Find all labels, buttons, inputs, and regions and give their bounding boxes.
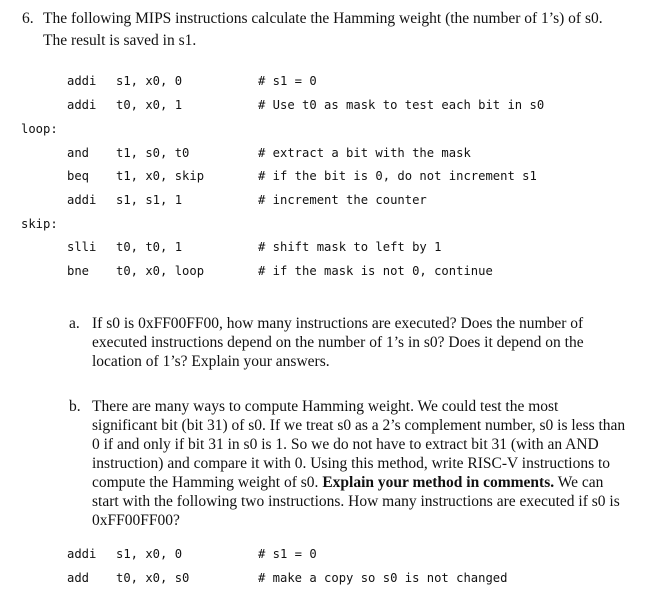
part-b-line-5-text: compute the Hamming weight of s0. [92,474,323,491]
code-comment: # shift mask to left by 1 [258,240,442,254]
code-opcode: slli [67,240,97,254]
code-operands: t0, t0, 1 [116,240,183,254]
question-text-line-2: The result is saved in s1. [43,32,197,49]
code-label-skip: skip: [21,217,58,231]
part-b-line-2: significant bit (bit 31) of s0. If we treat s0 as a 2’s complement number, s0 is less than [92,417,626,434]
code-comment: # extract a bit with the mask [258,146,471,160]
part-b-line-7: 0xFF00FF00? [92,512,180,529]
code-operands: t1, s0, t0 [116,146,190,160]
code-operands: s1, x0, 0 [116,547,183,561]
part-a-line-1: If s0 is 0xFF00FF00, how many instructions are executed? Does the number of [92,315,584,332]
part-b-line-4: instruction) and compare it with 0. Using this method, write RISC-V instructions to [92,455,611,472]
code-comment: # make a copy so s0 is not changed [258,571,508,585]
code-opcode: and [67,146,90,160]
code-comment: # s1 = 0 [258,74,317,88]
code-comment: # s1 = 0 [258,547,317,561]
code-operands: t0, x0, loop [116,264,205,278]
part-a-line-2: executed instructions depend on the number of 1’s in s0? Does it depend on the [92,334,584,351]
code-opcode: add [67,571,90,585]
code-opcode: beq [67,169,90,183]
part-b-line-5 [92,473,603,492]
part-b-line-5-tail: We can [554,474,604,491]
code-operands: t0, x0, s0 [116,571,190,585]
code-comment: # Use t0 as mask to test each bit in s0 [258,98,545,112]
code-comment: # increment the counter [258,193,427,207]
code-label-loop: loop: [21,122,58,136]
code-operands: t1, x0, skip [116,169,205,183]
code-opcode: addi [67,74,97,88]
part-b-line-3: 0 if and only if bit 31 in s0 is 1. So we do not have to extract bit 31 (with an AND [92,436,599,453]
code-opcode: addi [67,547,97,561]
part-b-letter: b. [69,398,81,415]
part-b-line-6: start with the following two instructions. How many instructions are executed if s0 is [92,493,620,510]
code-operands: s1, s1, 1 [116,193,183,207]
part-a-line-3: location of 1’s? Explain your answers. [92,353,330,370]
code-opcode: bne [67,264,90,278]
code-operands: t0, x0, 1 [116,98,183,112]
code-comment: # if the mask is not 0, continue [258,264,493,278]
code-operands: s1, x0, 0 [116,74,183,88]
part-a-letter: a. [69,315,80,332]
question-number: 6. [22,10,34,27]
code-opcode: addi [67,193,97,207]
code-comment: # if the bit is 0, do not increment s1 [258,169,537,183]
code-opcode: addi [67,98,97,112]
part-b-emphasis: Explain your method in comments. [322,474,555,491]
part-b-line-1: There are many ways to compute Hamming weight. We could test the most [92,398,559,415]
question-text-line-1: The following MIPS instructions calculate the Hamming weight (the number of 1’s) of s0. [43,10,603,27]
